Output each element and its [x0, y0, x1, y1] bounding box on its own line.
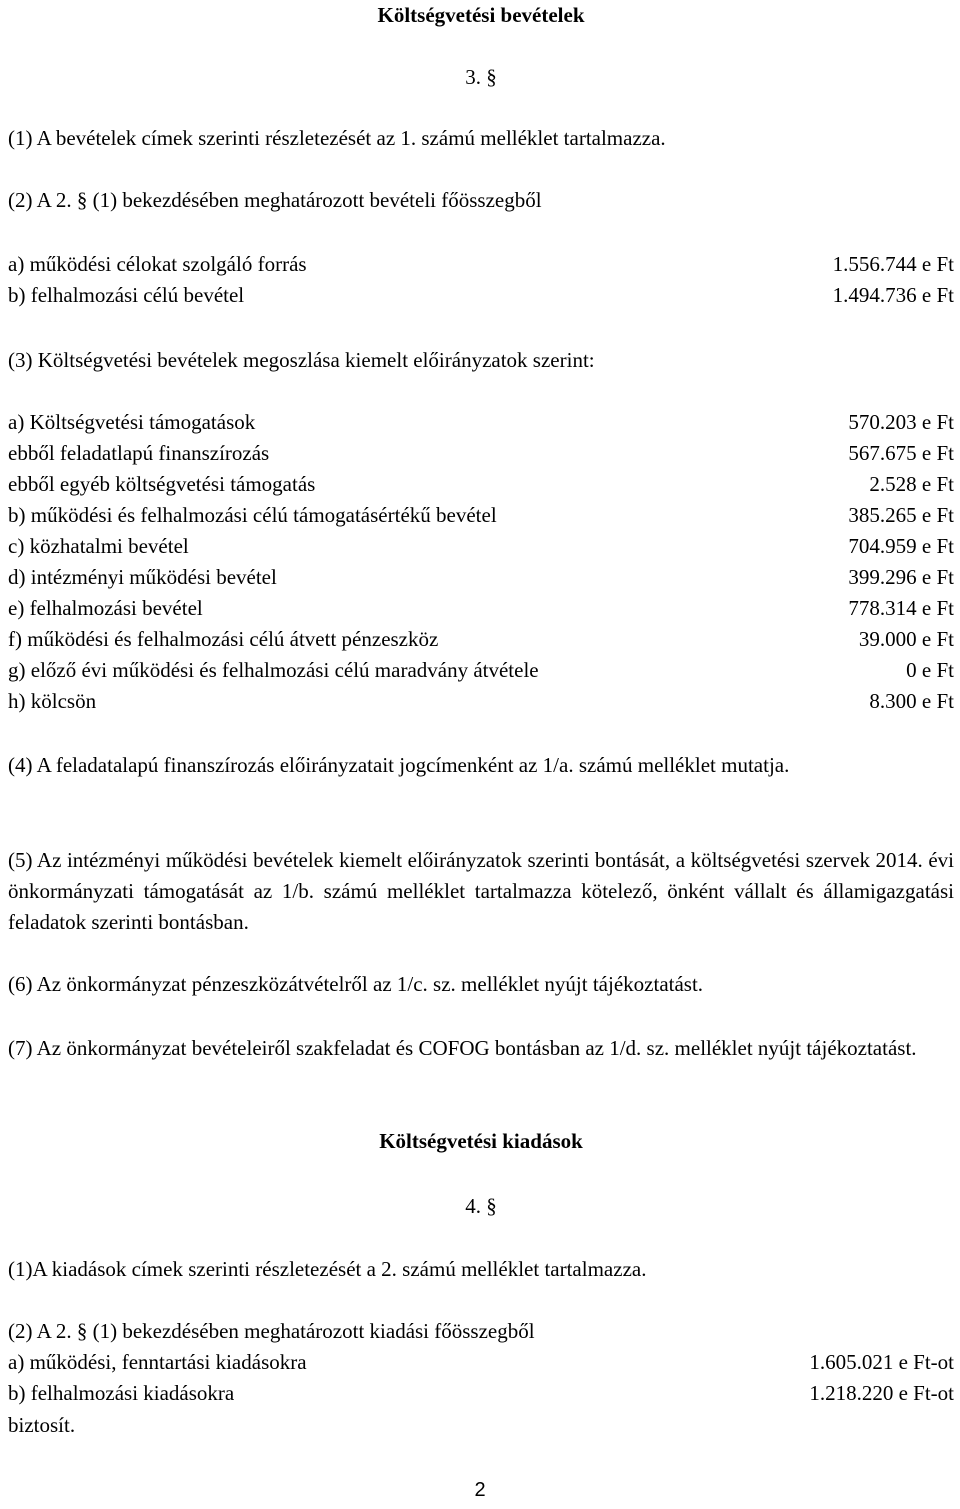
list-item	[8, 1347, 954, 1378]
item-amount: 567.675 e Ft	[848, 441, 954, 465]
list-item	[8, 280, 954, 311]
list-item	[8, 531, 954, 562]
page-number: 2	[474, 1479, 486, 1501]
list-item	[8, 407, 954, 438]
list-item	[8, 686, 954, 717]
list-item	[8, 500, 954, 531]
item-label: g) előző évi működési és felhalmozási célú maradvány átvétele	[8, 658, 539, 682]
list-item	[8, 655, 954, 686]
item-label: b) felhalmozási kiadásokra	[8, 1381, 235, 1405]
list-item	[8, 469, 954, 500]
item-label: a) működési, fenntartási kiadásokra	[8, 1350, 307, 1374]
income-p3-list	[8, 407, 954, 717]
income-p1: (1) A bevételek címek szerinti részletezését az 1. számú melléklet tartalmazza.	[8, 126, 666, 150]
list-item	[8, 438, 954, 469]
item-label: c) közhatalmi bevétel	[8, 534, 189, 558]
income-p5: (5) Az intézményi működési bevételek kiemelt előirányzatok szerinti bontását, a költségvetési szervek 2014. évi önkormányzati támogatását az 1/b. számú melléklet tartalmazza kötelező, önként vállalt és államigazgatási feladatok szerinti bontásban.	[8, 848, 954, 934]
expense-p2-closing: biztosít.	[8, 1413, 76, 1437]
item-amount: 704.959 e Ft	[848, 534, 954, 558]
item-amount: 1.494.736 e Ft	[832, 283, 954, 307]
expense-p2-intro: (2) A 2. § (1) bekezdésében meghatározott kiadási főösszegből	[8, 1319, 535, 1343]
income-p3-intro: (3) Költségvetési bevételek megoszlása kiemelt előirányzatok szerint:	[8, 348, 595, 372]
item-amount: 1.218.220 e Ft-ot	[809, 1381, 954, 1405]
paragraph-4-number: 4. §	[465, 1194, 497, 1218]
item-label: e) felhalmozási bevétel	[8, 596, 203, 620]
expense-p2-list	[8, 1347, 954, 1409]
income-p2-intro: (2) A 2. § (1) bekezdésében meghatározott bevételi főösszegből	[8, 188, 542, 212]
income-heading: Költségvetési bevételek	[377, 3, 585, 27]
item-label: d) intézményi működési bevétel	[8, 565, 277, 589]
item-amount: 385.265 e Ft	[848, 503, 954, 527]
item-label: b) felhalmozási célú bevétel	[8, 283, 245, 307]
income-p2-list	[8, 249, 954, 311]
item-amount: 778.314 e Ft	[848, 596, 954, 620]
paragraph-3-number: 3. §	[465, 65, 497, 89]
list-item	[8, 562, 954, 593]
item-label: a) működési célokat szolgáló forrás	[8, 252, 307, 276]
item-amount: 1.605.021 e Ft-ot	[809, 1350, 954, 1374]
item-label: b) működési és felhalmozási célú támogatásértékű bevétel	[8, 503, 497, 527]
income-p7: (7) Az önkormányzat bevételeiről szakfeladat és COFOG bontásban az 1/d. sz. melléklet nyújt tájékoztatást.	[8, 1036, 917, 1060]
item-label: ebből egyéb költségvetési támogatás	[8, 472, 316, 496]
list-item	[8, 593, 954, 624]
item-amount: 8.300 e Ft	[869, 689, 954, 713]
item-amount: 2.528 e Ft	[869, 472, 954, 496]
item-label: h) kölcsön	[8, 689, 97, 713]
list-item	[8, 624, 954, 655]
item-label: a) Költségvetési támogatások	[8, 410, 256, 434]
item-amount: 399.296 e Ft	[848, 565, 954, 589]
list-item	[8, 249, 954, 280]
item-amount: 570.203 e Ft	[848, 410, 954, 434]
list-item	[8, 1378, 954, 1409]
item-amount: 0 e Ft	[906, 658, 954, 682]
income-p4: (4) A feladatalapú finanszírozás előirányzatait jogcímenként az 1/a. számú melléklet mutatja.	[8, 753, 790, 777]
item-label: f) működési és felhalmozási célú átvett pénzeszköz	[8, 627, 439, 651]
item-label: ebből feladatlapú finanszírozás	[8, 441, 270, 465]
expense-heading: Költségvetési kiadások	[379, 1129, 583, 1153]
expense-p1: (1)A kiadások címek szerinti részletezését a 2. számú melléklet tartalmazza.	[8, 1257, 647, 1281]
item-amount: 39.000 e Ft	[858, 627, 954, 651]
item-amount: 1.556.744 e Ft	[832, 252, 954, 276]
income-p6: (6) Az önkormányzat pénzeszközátvételről az 1/c. sz. melléklet nyújt tájékoztatást.	[8, 972, 704, 996]
